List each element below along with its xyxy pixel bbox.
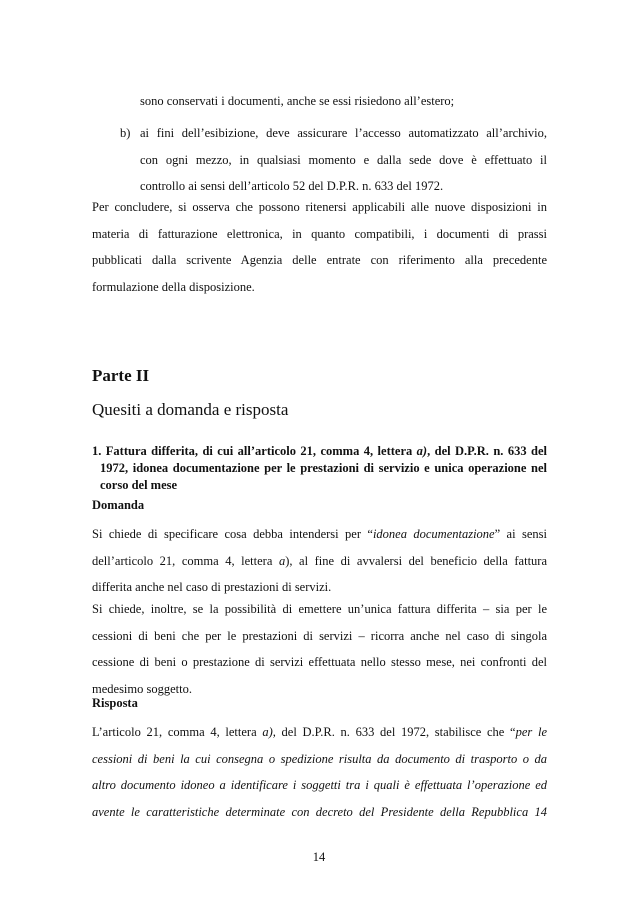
domanda-paragraph-2 — [92, 596, 547, 702]
paragraph-line: cessione di beni o prestazione di servizi effettuata nello stesso mese, nei confronti del — [92, 655, 547, 669]
question-title-line: corso del mese — [100, 478, 178, 492]
paragraph-line: Si chiede, inoltre, se la possibilità di emettere un’unica fattura differita – sia per le — [92, 602, 547, 616]
part-subheading: Quesiti a domanda e risposta — [92, 400, 289, 419]
question-title — [92, 443, 547, 494]
risposta-heading: Risposta — [92, 696, 138, 710]
paragraph-line: altro documento idoneo a identificare i soggetti tra i quali è effettuata l’operazione ed — [92, 778, 547, 792]
paragraph-line: L’articolo 21, comma 4, lettera a), del D.P.R. n. 633 del 1972, stabilisce che “per le — [92, 725, 547, 739]
paragraph-line: avente le caratteristiche determinate con decreto del Presidente della Repubblica 14 — [92, 804, 547, 819]
question-title-line: 1. Fattura differita, di cui all’articolo 21, comma 4, lettera a), del D.P.R. n. 633 del — [92, 444, 547, 458]
risposta-paragraph-1 — [92, 719, 547, 825]
list-item-b-line: ai fini dell’esibizione, deve assicurare l’accesso automatizzato all’archivio, — [140, 126, 547, 140]
list-item-a-continuation — [140, 88, 547, 115]
list-item-a-last-line: sono conservati i documenti, anche se essi risiedono all’estero; — [140, 94, 455, 108]
question-title-line: 1972, idonea documentazione per le prestazioni di servizio e unica operazione nel — [100, 461, 547, 475]
paragraph-line: differita anche nel caso di prestazioni di servizi. — [92, 580, 332, 594]
domanda-heading: Domanda — [92, 498, 145, 512]
list-item-b-text — [140, 120, 547, 200]
paragraph-line: medesimo soggetto. — [92, 681, 192, 696]
page-number: 14 — [312, 850, 326, 864]
paragraph-line: dell’articolo 21, comma 4, lettera a), al fine di avvalersi del beneficio della fattura — [92, 553, 548, 568]
list-item-b-line: controllo ai sensi dell’articolo 52 del D.P.R. n. 633 del 1972. — [140, 179, 444, 193]
paragraph-line: pubblicati dalla scrivente Agenzia delle entrate con riferimento alla precedente — [92, 253, 547, 267]
paragraph-line: Per concludere, si osserva che possono ritenersi applicabili alle nuove disposizioni in — [92, 200, 547, 214]
conclusion-paragraph — [92, 194, 547, 300]
domanda-paragraph-1 — [92, 521, 547, 601]
paragraph-line: formulazione della disposizione. — [92, 279, 255, 294]
part-heading: Parte II — [92, 366, 150, 385]
paragraph-line: Si chiede di specificare cosa debba intendersi per “idonea documentazione” ai sensi — [92, 527, 547, 541]
paragraph-line: materia di fatturazione elettronica, in quanto compatibili, i documenti di prassi — [92, 226, 547, 241]
paragraph-line: cessioni di beni che per le prestazioni di servizi – ricorra anche nel caso di singola — [92, 628, 547, 643]
list-item-b-line: con ogni mezzo, in qualsiasi momento e dalla sede dove è effettuato il — [140, 152, 547, 167]
paragraph-line: cessioni di beni la cui consegna o spedizione risulta da documento di trasporto o da — [92, 751, 547, 766]
list-item-b-marker: b) — [120, 126, 131, 140]
